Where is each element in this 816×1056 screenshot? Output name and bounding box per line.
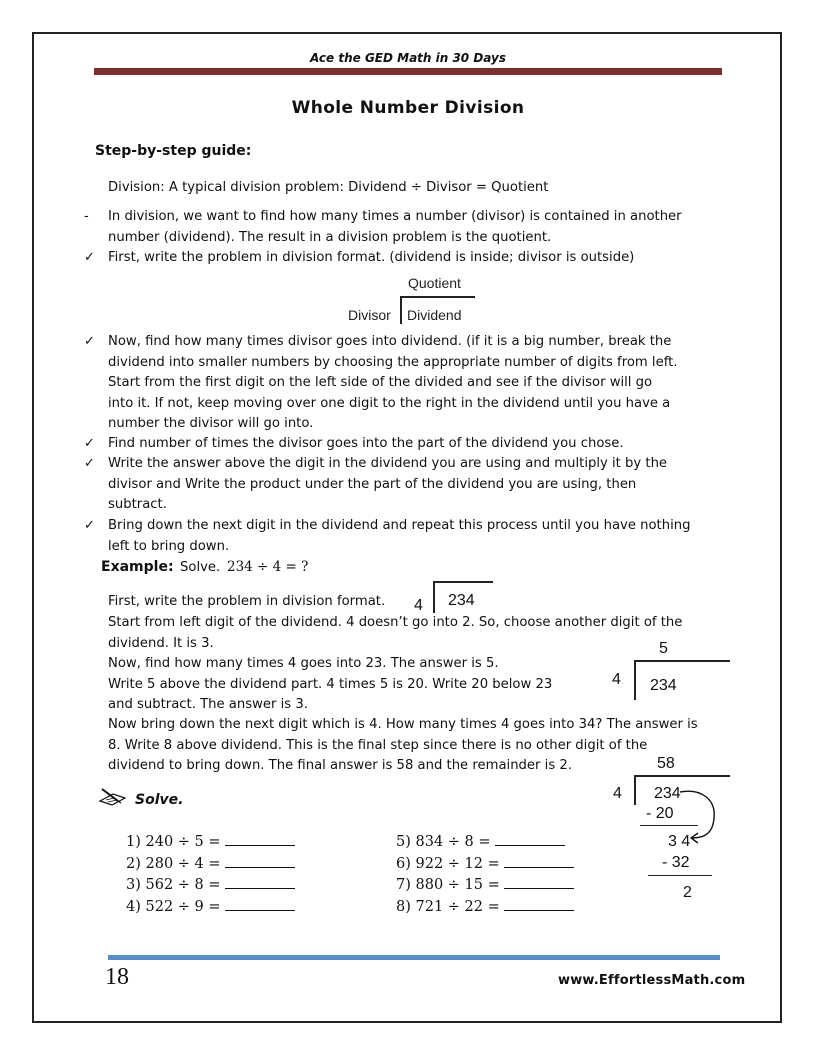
step2-bar — [634, 660, 730, 662]
example-line: 8. Write 8 above dividend. This is the final step since there is no other digit of the — [108, 737, 648, 753]
answer-blank[interactable] — [504, 853, 574, 868]
bullet-line: into it. If not, keep moving over one digit to the right in the dividend until you have a — [108, 395, 671, 411]
example-line: Now bring down the next digit which is 4. How many times 4 goes into 34? The answer is — [108, 717, 698, 732]
bullet-line: dividend into smaller numbers by choosing the appropriate number of digits from left. — [108, 354, 678, 370]
answer-blank[interactable] — [504, 896, 574, 911]
bullet-line: subtract. — [108, 497, 167, 512]
division-bracket — [400, 296, 402, 324]
step1-bracket — [433, 581, 435, 613]
step1-dividend: 234 — [448, 592, 475, 609]
step3-quotient: 58 — [657, 755, 675, 772]
step3-divisor: 4 — [613, 785, 622, 802]
example-line: Now, find how many times 4 goes into 23. The answer is 5. — [108, 656, 499, 671]
answer-blank[interactable] — [225, 853, 295, 868]
example-expression: 234 ÷ 4 = ? — [227, 559, 309, 575]
division-bar — [400, 296, 475, 298]
example-line: Start from left digit of the dividend. 4 doesn’t go into 2. So, choose another digit of the — [108, 615, 683, 630]
exercise-7: 7) 880 ÷ 15 = — [396, 874, 574, 893]
bullet-line: number the divisor will go into. — [108, 416, 314, 431]
bullet-line: divisor and Write the product under the part of the dividend you are using, then — [108, 476, 637, 492]
example-line: and subtract. The answer is 3. — [108, 696, 308, 712]
example-line: dividend. It is 3. — [108, 635, 214, 651]
checkmark-icon: ✓ — [84, 334, 95, 349]
step3-bracket — [634, 775, 636, 805]
bullet-line: In division, we want to find how many times a number (divisor) is contained in another — [108, 209, 682, 224]
checkmark-icon: ✓ — [84, 250, 95, 265]
exercise-2: 2) 280 ÷ 4 = — [126, 853, 295, 872]
step1-divisor: 4 — [414, 597, 423, 614]
step3-bar — [634, 775, 730, 777]
checkmark-icon: ✓ — [84, 456, 95, 471]
step3-subtract-1: - 20 — [646, 805, 674, 822]
page-title: Whole Number Division — [291, 98, 525, 118]
answer-blank[interactable] — [495, 831, 565, 846]
bullet-line: Write the answer above the digit in the dividend you are using and multiply it by the — [108, 456, 668, 471]
checkmark-icon: ✓ — [84, 436, 95, 451]
website-link[interactable]: www.EffortlessMath.com — [558, 973, 746, 988]
step3-rule-2 — [648, 875, 712, 876]
footer-rule — [108, 955, 720, 960]
step3-dividend: 234 — [654, 785, 681, 802]
exercise-1: 1) 240 ÷ 5 = — [126, 831, 295, 850]
header-rule — [94, 68, 722, 75]
answer-blank[interactable] — [225, 831, 295, 846]
step3-remainder: 2 — [683, 884, 692, 901]
intro-line: Division: A typical division problem: Dividend ÷ Divisor = Quotient — [108, 180, 549, 195]
bullet-line: Bring down the next digit in the dividend and repeat this process until you have nothing — [108, 518, 691, 533]
exercise-3: 3) 562 ÷ 8 = — [126, 874, 295, 893]
example-line: dividend to bring down. The final answer is 58 and the remainder is 2. — [108, 758, 572, 773]
example-label: Example: — [101, 559, 174, 575]
solve-heading: Solve. — [135, 792, 184, 808]
bullet-line: Now, find how many times divisor goes into dividend. (if it is a big number, break the — [108, 334, 672, 349]
quotient-label: Quotient — [408, 275, 461, 291]
step2-bracket — [634, 660, 636, 700]
example-line: Write 5 above the dividend part. 4 times 5 is 20. Write 20 below 23 — [108, 677, 553, 692]
step2-quotient: 5 — [659, 640, 668, 657]
pencil-paper-icon — [98, 786, 128, 806]
exercise-6: 6) 922 ÷ 12 = — [396, 853, 574, 872]
bullet-marker-dash: - — [84, 209, 89, 224]
running-header: Ace the GED Math in 30 Days — [310, 51, 506, 65]
bullet-line: First, write the problem in division format. (dividend is inside; divisor is outside) — [108, 250, 635, 265]
dividend-label: Dividend — [407, 307, 462, 323]
step2-dividend: 234 — [650, 677, 677, 694]
step1-bar — [433, 581, 493, 583]
answer-blank[interactable] — [225, 874, 295, 889]
bullet-line: Find number of times the divisor goes into the part of the dividend you chose. — [108, 436, 624, 451]
step2-divisor: 4 — [612, 671, 621, 688]
guide-heading: Step-by-step guide: — [95, 143, 252, 159]
exercise-5: 5) 834 ÷ 8 = — [396, 831, 565, 850]
answer-blank[interactable] — [225, 896, 295, 911]
step3-subtract-2: - 32 — [662, 854, 690, 871]
bullet-line: number (dividend). The result in a division problem is the quotient. — [108, 229, 552, 245]
example-prompt: Solve. — [180, 560, 221, 575]
page-number: 18 — [105, 964, 129, 990]
divisor-label: Divisor — [348, 307, 391, 323]
exercise-8: 8) 721 ÷ 22 = — [396, 896, 574, 915]
checkmark-icon: ✓ — [84, 518, 95, 533]
bullet-line: left to bring down. — [108, 538, 230, 554]
bring-down-arrow-icon — [676, 786, 724, 848]
example-line: First, write the problem in division format. — [108, 594, 386, 609]
bullet-line: Start from the first digit on the left side of the divided and see if the divisor will go — [108, 375, 653, 390]
step3-bring-down: 3 4 — [668, 833, 691, 850]
answer-blank[interactable] — [504, 874, 574, 889]
exercise-4: 4) 522 ÷ 9 = — [126, 896, 295, 915]
